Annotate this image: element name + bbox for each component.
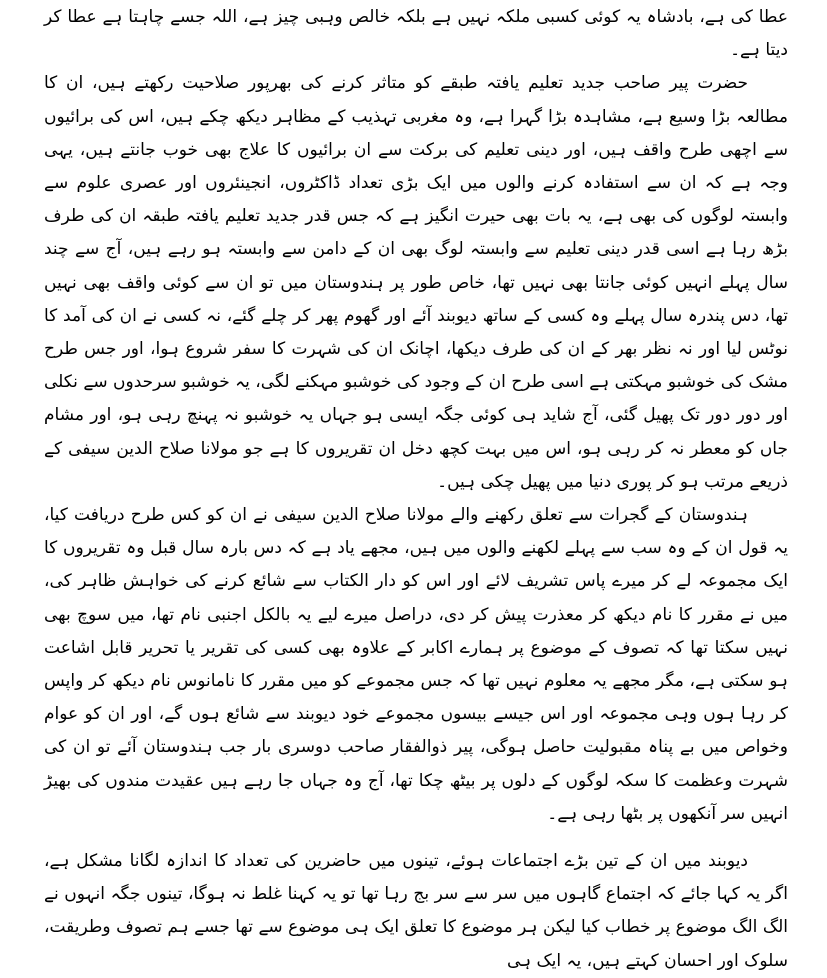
document-page: [44, 0, 788, 971]
paragraph-4: دیوبند میں ان کے تین بڑے اجتماعات ہوئے، تینوں میں حاضرین کی تعداد کا اندازہ لگانا مشکل ہے، اگر یہ کہا جائے کہ اجتماع گاہوں میں سر سے سر بج رہا تھا تو یہ کہنا غلط نہ ہوگا، تینوں جگہ انہوں نے الگ الگ موضوع پر خطاب کیا لیکن ہر موضوع کا تعلق ایک ہی موضوع سے تھا جسے ہم تصوف وطریقت، سلوک اور احسان کہتے ہیں، یہ ایک ہی: [44, 851, 788, 971]
paragraph-3: ہندوستان کے گجرات سے تعلق رکھنے والے مولانا صلاح الدین سیفی نے ان کو کس طرح دریافت کیا، یہ قول ان کے وہ سب سے پہلے لکھنے والوں میں ہیں، مجھے یاد ہے کہ دس بارہ سال قبل وہ تقریروں کا ایک مجموعہ لے کر میرے پاس تشریف لائے اور اس کو دار الکتاب سے شائع کرنے کی خواہش ظاہر کی، میں نے مقرر کا نام دیکھ کر معذرت پیش کر دی، دراصل میرے لیے یہ بالکل اجنبی نام تھا، میں سوچ بھی نہیں سکتا تھا کہ تصوف کے موضوع پر ہمارے اکابر کے علاوہ بھی کسی کی تقریر یا تحریر قابل اشاعت ہو سکتی ہے، مگر مجھے یہ معلوم نہیں تھا کہ جس مجموعے کو میں مقرر کا نامانوس نام دیکھ کر واپس کر رہا ہوں وہی مجموعہ اور اس جیسے بیسوں مجموعے خود دیوبند سے شائع ہوں گے، اور ان کو عوام وخواص میں بے پناہ مقبولیت حاصل ہوگی، پیر ذوالفقار صاحب دوسری بار جب ہندوستان آئے تو ان کی شہرت وعظمت کا سکہ لوگوں کے دلوں پر بیٹھ چکا تھا، آج وہ جہاں جا رہے ہیں عقیدت مندوں کی بھیڑ انہیں سر آنکھوں پر بٹھا رہی ہے۔: [44, 505, 788, 824]
paragraph-2: حضرت پیر صاحب جدید تعلیم یافتہ طبقے کو متاثر کرنے کی بھرپور صلاحیت رکھتے ہیں، ان کا مطالعہ بڑا وسیع ہے، مشاہدہ بڑا گہرا ہے، وہ مغربی تہذیب کے مظاہر دیکھ چکے ہیں، اس کی برائیوں سے اچھی طرح واقف ہیں، اور دینی تعلیم کی برکت سے ان برائیوں کا علاج بھی خوب جانتے ہیں، یہی وجہ ہے کہ ان سے استفادہ کرنے والوں میں ایک بڑی تعداد ڈاکٹروں، انجینئروں اور عصری علوم سے وابستہ لوگوں کی بھی ہے، یہ بات بھی حیرت انگیز ہے کہ جس قدر جدید تعلیم یافتہ طبقہ ان کی طرف بڑھ رہا ہے اسی قدر دینی تعلیم سے وابستہ لوگ بھی ان کے دامن سے وابستہ ہو رہے ہیں، آج سے چند سال پہلے انہیں کوئی جانتا بھی نہیں تھا، خاص طور پر ہندوستان میں تو ان سے کوئی واقف بھی نہیں تھا، دس پندرہ سال پہلے وہ کسی کے ساتھ دیوبند آئے اور گھوم پھر کر چلے گئے، نہ کسی نے ان کی آمد کا نوٹس لیا اور نہ نظر بھر کے ان کی طرف دیکھا، اچانک ان کی شہرت کا سفر شروع ہوا، اور جس طرح مشک کی خوشبو مہکتی ہے اسی طرح ان کے وجود کی خوشبو مہکنے لگی، یہ خوشبو سرحدوں سے نکلی اور دور دور تک پھیل گئی، آج شاید ہی کوئی جگہ ایسی ہو جہاں یہ خوشبو نہ پہنچ رہی ہو، اور مشام جاں کو معطر نہ کر رہی ہو، اس میں بہت کچھ دخل ان تقریروں کا ہے جو مولانا صلاح الدین سیفی کے ذریعے مرتب ہو کر پوری دنیا میں پھیل چکی ہیں۔: [44, 73, 788, 492]
paragraph-1: عطا کی ہے، بادشاہ یہ کوئی کسبی ملکہ نہیں ہے بلکہ خالص وہبی چیز ہے، اللہ جسے چاہتا ہے عطا کر دیتا ہے۔: [44, 7, 788, 61]
